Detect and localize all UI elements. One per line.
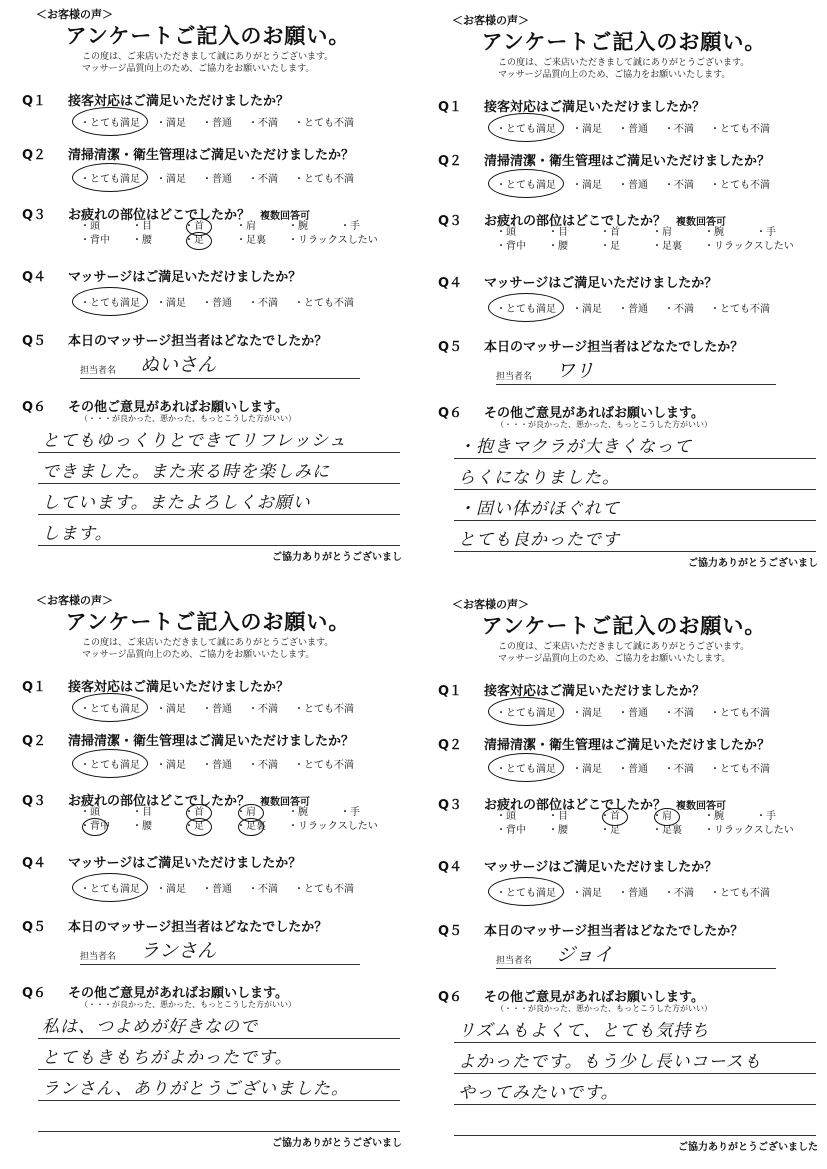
rating-option[interactable]: ・とても満足 (496, 704, 556, 719)
body-parts-row (496, 240, 808, 254)
rating-option[interactable]: ・普通 (618, 124, 648, 135)
question-text: 接客対応はご満足いただけましたか？ (68, 94, 290, 109)
q4-options (80, 880, 370, 895)
staff-label: 担当者名 (80, 952, 117, 962)
body-part-option[interactable]: ・肩 (652, 227, 672, 238)
body-part-option[interactable]: ・目 (548, 227, 568, 238)
comment-line (454, 521, 816, 552)
intro-text (498, 57, 749, 81)
customer-voice-label: ＜お客様の声＞ (452, 598, 529, 611)
comment-lines (38, 1008, 400, 1132)
body-part-option[interactable]: ・目 (132, 807, 152, 818)
rating-option[interactable]: ・とても不満 (294, 298, 354, 309)
rating-option[interactable]: ・普通 (202, 884, 232, 895)
rating-option[interactable]: ・満足 (156, 704, 186, 715)
q3-body-parts (496, 810, 808, 838)
handwritten-comment: できました。また来る時を楽しみに (42, 462, 330, 482)
rating-option[interactable]: ・満足 (572, 304, 602, 315)
multiple-answers-note: 複数回答可 (260, 797, 311, 808)
rating-option[interactable]: ・普通 (202, 118, 232, 129)
rating-option[interactable]: ・満足 (156, 118, 186, 129)
rating-option[interactable]: ・不満 (664, 180, 694, 191)
q6-hint: （・・・が良かった、悪かった、もっとこうした方がいい） (496, 420, 712, 429)
comment-lines (454, 428, 816, 552)
body-part-option[interactable]: ・腰 (548, 241, 568, 252)
rating-option[interactable]: ・とても満足 (496, 760, 556, 775)
body-part-option[interactable]: ・リラックスしたい (288, 821, 378, 832)
intro-line: マッサージ品質向上のため、ご協力をお願いいたします。 (82, 64, 315, 74)
comment-line (38, 453, 400, 484)
customer-voice-label: ＜お客様の声＞ (452, 14, 529, 27)
staff-name-handwritten: ジョイ (556, 944, 613, 966)
q2-options (496, 176, 786, 191)
question-text: お疲れの部位はどこでしたか？ (68, 794, 251, 809)
body-part-option[interactable]: ・足 (600, 241, 620, 252)
question-number: Q１ (22, 680, 47, 695)
question-text: 清掃清潔・衛生管理はご満足いただけましたか？ (484, 154, 771, 169)
rating-option[interactable]: ・普通 (202, 174, 232, 185)
handwritten-comment: ・固い体がほぐれて (458, 499, 620, 519)
body-part-option[interactable]: ・足裏 (652, 825, 682, 836)
question-text: マッサージはご満足いただけましたか？ (68, 270, 302, 285)
staff-name-handwritten: ぬいさん (140, 354, 217, 376)
survey-title: アンケートご記入のお願い。 (481, 614, 767, 638)
staff-name-field (496, 942, 776, 969)
handwritten-comment: ・抱きマクラが大きくなって (458, 437, 692, 457)
body-part-option[interactable]: ・首 (184, 220, 236, 234)
handwritten-comment: 私は、つよめが好きなので (42, 1017, 258, 1037)
body-part-option[interactable]: ・頭 (80, 221, 100, 232)
question-text: 本日のマッサージ担当者はどなたでしたか？ (68, 334, 328, 349)
rating-option[interactable]: ・不満 (664, 124, 694, 135)
body-part-option[interactable]: ・腕 (288, 221, 308, 232)
staff-name-field (496, 358, 776, 385)
handwritten-comment: ランさん、ありがとうございました。 (42, 1079, 350, 1099)
thanks-text: ご協力ありがとうございまし (688, 558, 818, 569)
survey-title: アンケートご記入のお願い。 (65, 610, 351, 634)
rating-option[interactable]: ・不満 (664, 888, 694, 899)
comment-line (38, 484, 400, 515)
question-number: Q３ (22, 208, 47, 223)
question-text: 接客対応はご満足いただけましたか？ (68, 680, 290, 695)
question-number: Q４ (438, 276, 463, 291)
handwritten-comment: らくになりました。 (458, 468, 620, 488)
body-part-option[interactable]: ・手 (340, 807, 360, 818)
body-part-option[interactable]: ・首 (184, 806, 236, 820)
body-part-option[interactable]: ・腕 (704, 227, 724, 238)
body-part-option[interactable]: ・足 (184, 234, 236, 248)
q1-options (80, 114, 370, 129)
rating-option[interactable]: ・とても不満 (710, 124, 770, 135)
question-text: その他ご意見があればお願いします。 (68, 400, 288, 415)
thanks-text: ご協力ありがとうございました (678, 1142, 818, 1153)
question-number: Q６ (438, 406, 463, 421)
question-text: 本日のマッサージ担当者はどなたでしたか？ (484, 340, 744, 355)
q3-body-parts (496, 226, 808, 254)
staff-label: 担当者名 (496, 956, 533, 966)
body-parts-row (80, 820, 392, 834)
intro-line: マッサージ品質向上のため、ご協力をお願いいたします。 (498, 654, 731, 664)
q4-options (496, 884, 786, 899)
comment-line (454, 1043, 816, 1074)
body-part-option[interactable]: ・背中 (496, 825, 526, 836)
rating-option[interactable]: ・不満 (664, 708, 694, 719)
rating-option[interactable]: ・普通 (618, 708, 648, 719)
rating-option[interactable]: ・とても満足 (80, 170, 140, 185)
rating-option[interactable]: ・とても満足 (496, 120, 556, 135)
rating-option[interactable]: ・不満 (248, 760, 278, 771)
comment-line (454, 1105, 816, 1136)
question-number: Q６ (22, 400, 47, 415)
comment-line (454, 1074, 816, 1105)
handwritten-comment: とてもきもちがよかったです。 (42, 1048, 293, 1068)
question-text: 清掃清潔・衛生管理はご満足いただけましたか？ (484, 738, 771, 753)
question-2 (438, 150, 770, 169)
question-5 (438, 336, 743, 355)
question-number: Q２ (22, 734, 47, 749)
rating-option[interactable]: ・不満 (248, 884, 278, 895)
body-part-option[interactable]: ・頭 (496, 811, 516, 822)
question-4 (438, 272, 717, 291)
body-part-option[interactable]: ・リラックスしたい (704, 825, 794, 836)
q1-options (80, 700, 370, 715)
question-number: Q２ (438, 154, 463, 169)
intro-line: この度は、ご来店いただきまして誠にありがとうございます。 (82, 638, 334, 648)
question-4 (22, 266, 301, 285)
question-number: Q６ (438, 990, 463, 1005)
q4-options (496, 300, 786, 315)
question-1 (438, 96, 705, 115)
body-part-option[interactable]: ・背中 (80, 820, 132, 834)
survey-title: アンケートご記入のお願い。 (65, 24, 351, 48)
body-part-option[interactable]: ・足 (600, 825, 620, 836)
staff-label: 担当者名 (496, 372, 533, 382)
question-number: Q５ (22, 920, 47, 935)
rating-option[interactable]: ・満足 (156, 298, 186, 309)
survey-sheet (424, 10, 824, 585)
handwritten-comment: よかったです。もう少し長いコースも (458, 1052, 762, 1072)
q2-options (496, 760, 786, 775)
body-part-option[interactable]: ・肩 (236, 221, 256, 232)
intro-text (82, 637, 333, 661)
rating-option[interactable]: ・不満 (248, 298, 278, 309)
body-part-option[interactable]: ・リラックスしたい (704, 241, 794, 252)
body-part-option[interactable]: ・腰 (132, 235, 152, 246)
staff-label: 担当者名 (80, 366, 117, 376)
comment-line (38, 1070, 400, 1101)
rating-option[interactable]: ・とても不満 (294, 118, 354, 129)
rating-option[interactable]: ・不満 (664, 764, 694, 775)
body-parts-row (80, 220, 392, 234)
survey-sheet (8, 4, 408, 579)
q3-body-parts (80, 806, 392, 834)
body-part-option[interactable]: ・腕 (704, 811, 724, 822)
q6-hint: （・・・が良かった、悪かった、もっとこうした方がいい） (80, 414, 296, 423)
rating-option[interactable]: ・とても不満 (294, 174, 354, 185)
rating-option[interactable]: ・普通 (618, 180, 648, 191)
rating-option[interactable]: ・満足 (572, 708, 602, 719)
body-part-option[interactable]: ・手 (340, 221, 360, 232)
body-part-option[interactable]: ・目 (132, 221, 152, 232)
question-number: Q４ (22, 856, 47, 871)
comment-lines (38, 422, 400, 546)
body-part-option[interactable]: ・肩 (236, 806, 288, 820)
body-part-option[interactable]: ・手 (756, 227, 776, 238)
rating-option[interactable]: ・不満 (664, 304, 694, 315)
question-number: Q３ (438, 798, 463, 813)
question-text: 清掃清潔・衛生管理はご満足いただけましたか？ (68, 734, 355, 749)
rating-option[interactable]: ・不満 (248, 704, 278, 715)
question-1 (438, 680, 705, 699)
q6-hint: （・・・が良かった、悪かった、もっとこうした方がいい） (496, 1004, 712, 1013)
question-number: Q１ (438, 100, 463, 115)
body-part-option[interactable]: ・足裏 (652, 241, 682, 252)
q1-options (496, 704, 786, 719)
rating-option[interactable]: ・満足 (156, 884, 186, 895)
q1-options (496, 120, 786, 135)
rating-option[interactable]: ・とても不満 (710, 708, 770, 719)
comment-line (454, 459, 816, 490)
q6-hint: （・・・が良かった、悪かった、もっとこうした方がいい） (80, 1000, 296, 1009)
body-part-option[interactable]: ・足裏 (236, 235, 266, 246)
question-text: 本日のマッサージ担当者はどなたでしたか？ (68, 920, 328, 935)
rating-option[interactable]: ・とても満足 (80, 756, 140, 771)
staff-name-field (80, 938, 360, 965)
rating-option[interactable]: ・満足 (572, 180, 602, 191)
intro-text (498, 641, 749, 665)
question-text: 接客対応はご満足いただけましたか？ (484, 100, 706, 115)
question-5 (438, 920, 743, 939)
multiple-answers-note: 複数回答可 (260, 211, 311, 222)
body-parts-row (496, 824, 808, 838)
question-text: 清掃清潔・衛生管理はご満足いただけましたか？ (68, 148, 355, 163)
question-number: Q３ (438, 214, 463, 229)
body-part-option[interactable]: ・腰 (132, 821, 152, 832)
question-text: 本日のマッサージ担当者はどなたでしたか？ (484, 924, 744, 939)
comment-line (454, 428, 816, 459)
staff-name-handwritten: ランさん (140, 940, 217, 962)
question-number: Q２ (22, 148, 47, 163)
intro-text (82, 51, 333, 75)
question-number: Q５ (438, 924, 463, 939)
q2-options (80, 756, 370, 771)
question-text: お疲れの部位はどこでしたか？ (484, 214, 667, 229)
question-number: Q１ (438, 684, 463, 699)
handwritten-comment: します。 (42, 524, 113, 544)
question-text: その他ご意見があればお願いします。 (484, 406, 704, 421)
intro-line: この度は、ご来店いただきまして誠にありがとうございます。 (82, 52, 334, 62)
question-5 (22, 330, 327, 349)
rating-option[interactable]: ・とても満足 (496, 176, 556, 191)
staff-name-field (80, 352, 360, 379)
body-part-option[interactable]: ・リラックスしたい (288, 235, 378, 246)
rating-option[interactable]: ・とても満足 (496, 884, 556, 899)
question-1 (22, 90, 289, 109)
body-part-option[interactable]: ・肩 (652, 810, 704, 824)
rating-option[interactable]: ・普通 (618, 764, 648, 775)
question-2 (22, 144, 354, 163)
q3-body-parts (80, 220, 392, 248)
question-text: その他ご意見があればお願いします。 (484, 990, 704, 1005)
intro-line: マッサージ品質向上のため、ご協力をお願いいたします。 (498, 70, 731, 80)
body-part-option[interactable]: ・腕 (288, 807, 308, 818)
question-text: お疲れの部位はどこでしたか？ (484, 798, 667, 813)
rating-option[interactable]: ・普通 (618, 888, 648, 899)
multiple-answers-note: 複数回答可 (676, 217, 727, 228)
question-number: Q１ (22, 94, 47, 109)
question-1 (22, 676, 289, 695)
intro-line: この度は、ご来店いただきまして誠にありがとうございます。 (498, 642, 750, 652)
body-part-option[interactable]: ・足 (184, 820, 236, 834)
survey-title: アンケートご記入のお願い。 (481, 30, 767, 54)
handwritten-comment: やってみたいです。 (458, 1083, 619, 1103)
question-text: 接客対応はご満足いただけましたか？ (484, 684, 706, 699)
rating-option[interactable]: ・とても不満 (294, 884, 354, 895)
question-text: マッサージはご満足いただけましたか？ (484, 860, 718, 875)
rating-option[interactable]: ・とても満足 (80, 114, 140, 129)
question-number: Q４ (22, 270, 47, 285)
rating-option[interactable]: ・普通 (618, 304, 648, 315)
multiple-answers-note: 複数回答可 (676, 801, 727, 812)
comment-line (454, 1012, 816, 1043)
handwritten-comment: とてもゆっくりとできてリフレッシュ (42, 431, 347, 451)
comment-line (38, 1101, 400, 1132)
rating-option[interactable]: ・とても不満 (710, 304, 770, 315)
thanks-text: ご協力ありがとうございまし (272, 552, 402, 563)
question-text: その他ご意見があればお願いします。 (68, 986, 288, 1001)
body-parts-row (496, 810, 808, 824)
body-part-option[interactable]: ・頭 (496, 227, 516, 238)
question-2 (22, 730, 354, 749)
q2-options (80, 170, 370, 185)
q4-options (80, 294, 370, 309)
question-text: お疲れの部位はどこでしたか？ (68, 208, 251, 223)
rating-option[interactable]: ・満足 (156, 760, 186, 771)
rating-option[interactable]: ・満足 (156, 174, 186, 185)
rating-option[interactable]: ・とても不満 (710, 180, 770, 191)
rating-option[interactable]: ・普通 (202, 298, 232, 309)
comment-lines (454, 1012, 816, 1136)
question-number: Q５ (22, 334, 47, 349)
rating-option[interactable]: ・普通 (202, 760, 232, 771)
intro-line: マッサージ品質向上のため、ご協力をお願いいたします。 (82, 650, 315, 660)
body-part-option[interactable]: ・腰 (548, 825, 568, 836)
question-number: Q６ (22, 986, 47, 1001)
body-part-option[interactable]: ・首 (600, 810, 652, 824)
rating-option[interactable]: ・不満 (248, 118, 278, 129)
question-number: Q３ (22, 794, 47, 809)
question-4 (22, 852, 301, 871)
question-4 (438, 856, 717, 875)
survey-sheet (8, 590, 408, 1165)
rating-option[interactable]: ・とても満足 (80, 880, 140, 895)
thanks-text: ご協力ありがとうございまし (272, 1138, 402, 1149)
question-text: マッサージはご満足いただけましたか？ (68, 856, 302, 871)
survey-sheet (424, 594, 824, 1169)
rating-option[interactable]: ・とても不満 (294, 760, 354, 771)
rating-option[interactable]: ・とても不満 (294, 704, 354, 715)
rating-option[interactable]: ・とても満足 (496, 300, 556, 315)
comment-line (38, 515, 400, 546)
body-parts-row (80, 234, 392, 248)
rating-option[interactable]: ・とても不満 (710, 888, 770, 899)
intro-line: この度は、ご来店いただきまして誠にありがとうございます。 (498, 58, 750, 68)
question-number: Q５ (438, 340, 463, 355)
body-part-option[interactable]: ・背中 (496, 241, 526, 252)
body-part-option[interactable]: ・頭 (80, 807, 100, 818)
rating-option[interactable]: ・満足 (572, 764, 602, 775)
comment-line (38, 1039, 400, 1070)
body-parts-row (496, 226, 808, 240)
rating-option[interactable]: ・とても満足 (80, 700, 140, 715)
comment-line (38, 422, 400, 453)
customer-voice-label: ＜お客様の声＞ (36, 594, 113, 607)
question-5 (22, 916, 327, 935)
question-number: Q２ (438, 738, 463, 753)
rating-option[interactable]: ・普通 (202, 704, 232, 715)
body-part-option[interactable]: ・背中 (80, 235, 110, 246)
body-part-option[interactable]: ・目 (548, 811, 568, 822)
handwritten-comment: しています。またよろしくお願い (42, 493, 311, 513)
rating-option[interactable]: ・満足 (572, 124, 602, 135)
question-2 (438, 734, 770, 753)
body-parts-row (80, 806, 392, 820)
handwritten-comment: リズムもよくて、とても気持ち (458, 1021, 710, 1041)
body-part-option[interactable]: ・首 (600, 227, 620, 238)
rating-option[interactable]: ・不満 (248, 174, 278, 185)
handwritten-comment: とても良かったです (458, 530, 620, 550)
comment-line (38, 1008, 400, 1039)
body-part-option[interactable]: ・手 (756, 811, 776, 822)
rating-option[interactable]: ・満足 (572, 888, 602, 899)
comment-line (454, 490, 816, 521)
body-part-option[interactable]: ・足裏 (236, 820, 288, 834)
customer-voice-label: ＜お客様の声＞ (36, 8, 113, 21)
rating-option[interactable]: ・とても不満 (710, 764, 770, 775)
question-number: Q４ (438, 860, 463, 875)
rating-option[interactable]: ・とても満足 (80, 294, 140, 309)
question-text: マッサージはご満足いただけましたか？ (484, 276, 718, 291)
staff-name-handwritten: ワリ (556, 360, 595, 382)
